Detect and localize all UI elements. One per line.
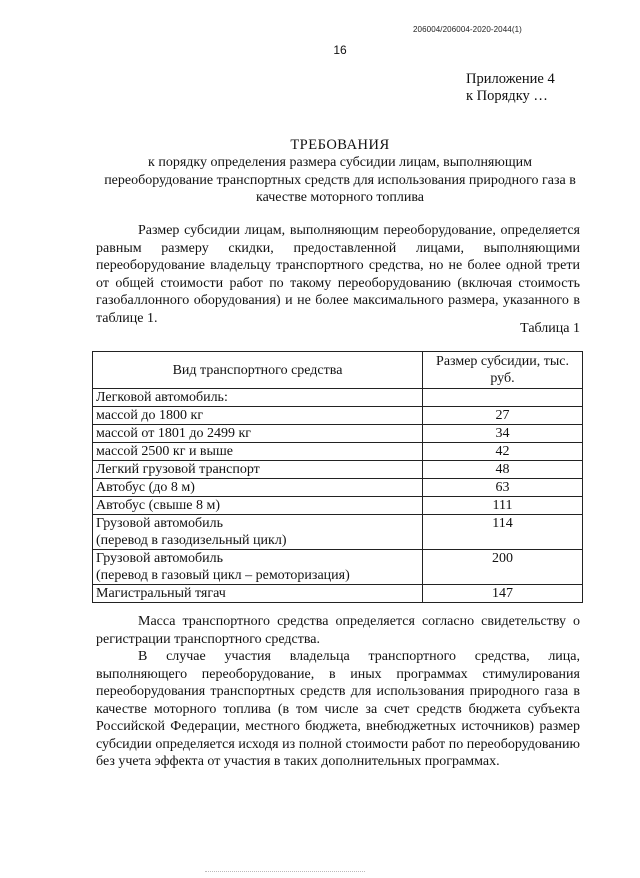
table-row	[93, 407, 583, 425]
scan-artifact-line	[205, 871, 365, 875]
document-id: 206004/206004-2020-2044(1)	[413, 25, 522, 34]
table-row	[93, 515, 583, 550]
page-number: 16	[333, 43, 347, 57]
vehicle-type	[93, 550, 423, 585]
vehicle-type-note: (перевод в газодизельный цикл)	[96, 533, 287, 548]
subsidy-amount: 34	[423, 425, 583, 443]
vehicle-type: Автобус (до 8 м)	[93, 479, 423, 497]
table-row	[93, 550, 583, 585]
appendix-line-1: Приложение 4	[466, 71, 555, 87]
subsidy-amount: 27	[423, 407, 583, 425]
table-row	[93, 461, 583, 479]
vehicle-type: массой 2500 кг и выше	[93, 443, 423, 461]
document-subtitle: к порядку определения размера субсидии лицам, выполняющим переоборудование транспортных средств для использования природного газа в качестве моторного топлива	[104, 155, 576, 205]
subsidy-table	[92, 351, 583, 603]
table-row	[93, 497, 583, 515]
vehicle-type: Магистральный тягач	[93, 585, 423, 603]
table-caption: Таблица 1	[520, 321, 580, 336]
table-row	[93, 585, 583, 603]
table-header-row	[93, 352, 583, 389]
header-subsidy-amount: Размер субсидии, тыс. руб.	[423, 352, 583, 389]
paragraph-other-programs: В случае участия владельца транспортного средства, лица, выполняющего переоборудование, в иных программах стимулирования переоборудования транспортных средств для использования природного газа в качестве моторного топлива (в том числе за счет средств бюджета субъекта Российской Федерации, местного бюджета, внебюджетных источников) размер субсидии определяется исходя из полной стоимости работ по переоборудованию без учета эффекта от участия в таких дополнительных программах.	[96, 649, 580, 769]
vehicle-type-name: Грузовой автомобиль	[96, 551, 223, 566]
subsidy-amount: 147	[423, 585, 583, 603]
table-row	[93, 425, 583, 443]
subsidy-amount: 111	[423, 497, 583, 515]
paragraph-subsidy-size: Размер субсидии лицам, выполняющим переоборудование, определяется равным размеру скидки, предоставленной лицами, выполняющими переоборудование владельцу транспортного средства, но не более одной трети от общей стоимости работ по такому переоборудованию (включая стоимость газобаллонного оборудования) и не более максимального размера, указанного в таблице 1.	[96, 223, 580, 326]
table-row	[93, 479, 583, 497]
appendix-line-2: к Порядку …	[466, 88, 548, 104]
vehicle-type-name: Грузовой автомобиль	[96, 516, 223, 531]
vehicle-type: Легкий грузовой транспорт	[93, 461, 423, 479]
vehicle-type: массой до 1800 кг	[93, 407, 423, 425]
table-row	[93, 389, 583, 407]
subsidy-amount: 114	[423, 515, 583, 550]
vehicle-type: Легковой автомобиль:	[93, 389, 423, 407]
appendix-reference	[466, 71, 626, 105]
vehicle-type-note: (перевод в газовый цикл – ремоторизация)	[96, 568, 350, 583]
vehicle-type: массой от 1801 до 2499 кг	[93, 425, 423, 443]
vehicle-type	[93, 515, 423, 550]
subsidy-amount	[423, 389, 583, 407]
paragraph-vehicle-mass: Масса транспортного средства определяется согласно свидетельству о регистрации транспортного средства.	[96, 614, 580, 647]
subsidy-amount: 42	[423, 443, 583, 461]
vehicle-type: Автобус (свыше 8 м)	[93, 497, 423, 515]
subsidy-amount: 48	[423, 461, 583, 479]
header-vehicle-type: Вид транспортного средства	[93, 352, 423, 389]
subsidy-amount: 200	[423, 550, 583, 585]
subsidy-amount: 63	[423, 479, 583, 497]
document-title: ТРЕБОВАНИЯ	[290, 137, 390, 153]
table-row	[93, 443, 583, 461]
